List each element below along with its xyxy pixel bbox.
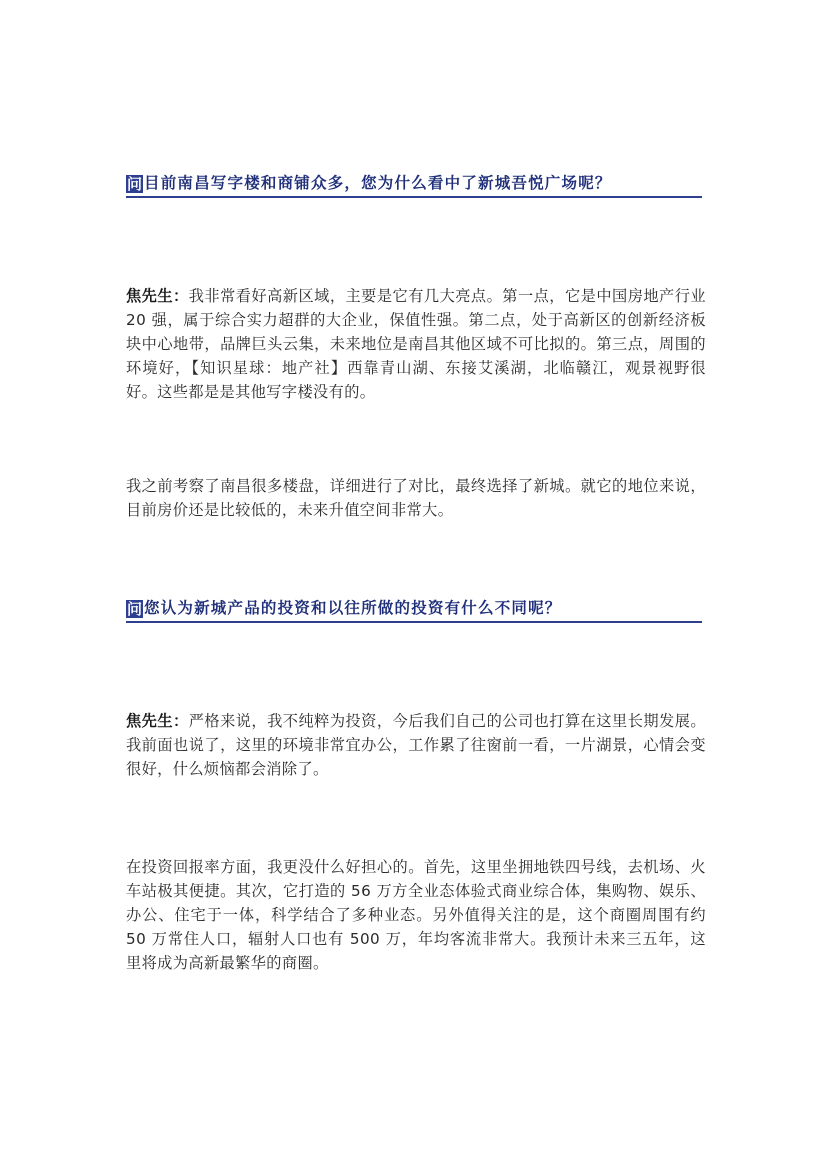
answer-1-followup-text: 我之前考察了南昌很多楼盘，详细进行了对比，最终选择了新城。就它的地位来说，目前房价还是比较低的，未来升值空间非常大。 (126, 477, 706, 519)
question-1-heading (126, 172, 702, 198)
question-2-heading (126, 597, 702, 623)
question-2-text: 您认为新城产品的投资和以往所做的投资有什么不同呢？ (144, 599, 562, 617)
speaker-label: 焦先生： (126, 287, 189, 305)
answer-2-followup-text: 在投资回报率方面，我更没什么好担心的。首先，这里坐拥地铁四号线，去机场、火车站极其便捷。其次，它打造的 56 万方全业态体验式商业综合体，集购物、娱乐、办公、住宅于一体，科学结合了多种业态。另外值得关注的是，这个商圈周围有约 50 万常住人口，辐射人口也有 500 万，年均客流非常大。我预计未来三五年，这里将成为高新最繁华的商圈。 (126, 858, 706, 972)
question-badge: 问 (126, 175, 142, 193)
answer-2-paragraph (126, 709, 706, 781)
answer-1-paragraph (126, 284, 706, 404)
answer-2-text: 严格来说，我不纯粹为投资，今后我们自己的公司也打算在这里长期发展。我前面也说了，这里的环境非常宜办公，工作累了往窗前一看，一片湖景，心情会变很好，什么烦恼都会消除了。 (126, 712, 706, 778)
question-badge: 问 (126, 600, 142, 618)
answer-1-text: 我非常看好高新区域，主要是它有几大亮点。第一点，它是中国房地产行业 20 强，属于综合实力超群的大企业，保值性强。第二点，处于高新区的创新经济板块中心地带，品牌巨头云集，未来地位是南昌其他区域不可比拟的。第三点，周围的环境好，【知识星球：地产社】西靠青山湖、东接艾溪湖，北临赣江，观景视野很好。这些都是是其他写字楼没有的。 (126, 287, 706, 401)
question-1-text: 目前南昌写字楼和商铺众多，您为什么看中了新城吾悦广场呢？ (144, 174, 612, 192)
answer-2-followup-paragraph (126, 855, 706, 975)
speaker-label: 焦先生： (126, 712, 189, 730)
answer-1-followup-paragraph (126, 474, 706, 522)
